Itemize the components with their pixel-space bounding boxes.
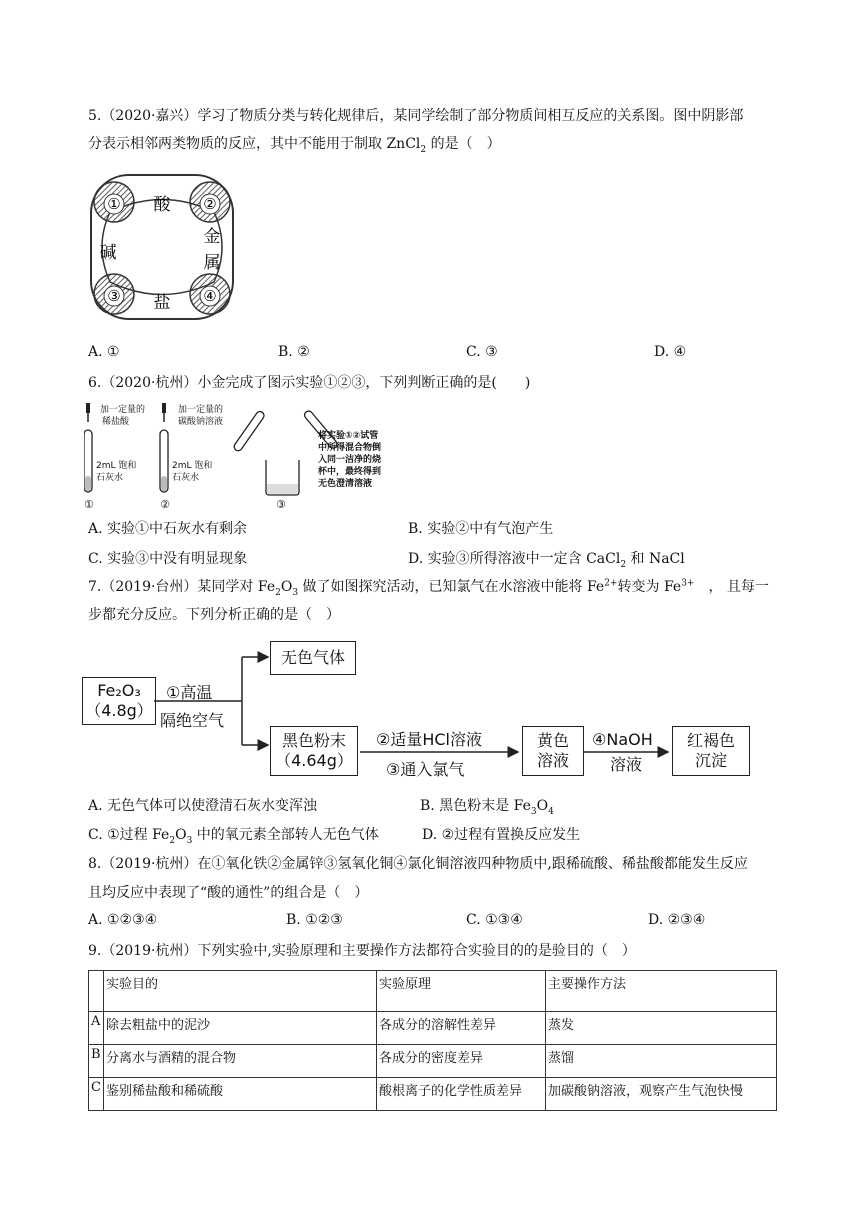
table-header-cell: 主要操作方法 bbox=[545, 971, 776, 1012]
flow-step1-b: 隔绝空气 bbox=[160, 711, 225, 730]
q7-option-d: D. ②过程有置换反应发生 bbox=[422, 827, 581, 843]
q5-stem-line1: 5.（2020·嘉兴）学习了物质分类与转化规律后，某同学绘制了部分物质间相互反应的关系图。图中阴影部 bbox=[88, 108, 744, 124]
flow-red-box: 红褐色 沉淀 bbox=[672, 726, 750, 776]
tube2-add-text: 加一定量的 bbox=[178, 405, 224, 415]
flow-step3: ③通入氯气 bbox=[386, 760, 465, 779]
note-line-1: 将实验①②试管 bbox=[318, 431, 379, 441]
table-cell: 蒸发 bbox=[545, 1012, 776, 1045]
flow-gas-box: 无色气体 bbox=[270, 641, 356, 675]
table-row bbox=[89, 1012, 777, 1045]
note-line-4: 杯中，最终得到 bbox=[318, 467, 382, 477]
table-cell: C bbox=[89, 1078, 104, 1111]
table-header-cell: 实验目的 bbox=[103, 971, 376, 1012]
q5-option-d: D. ④ bbox=[654, 344, 687, 360]
flow-start-box: Fe₂O₃ （4.8g） bbox=[82, 677, 156, 725]
tube2-number: ② bbox=[160, 498, 170, 511]
table-cell: B bbox=[89, 1045, 104, 1078]
diagram-num-3: ③ bbox=[107, 287, 121, 305]
tube2-solution-text-2: 石灰水 bbox=[172, 473, 200, 483]
q7-option-a: A. 无色气体可以使澄清石灰水变浑浊 bbox=[88, 798, 318, 814]
table-header-cell bbox=[89, 971, 104, 1012]
beaker-number: ③ bbox=[276, 498, 286, 511]
table-header-row bbox=[89, 971, 777, 1012]
q6-option-a: A. 实验①中石灰水有剩余 bbox=[88, 521, 248, 537]
q6-option-d: D. 实验③所得溶液中一定含 CaCl$_2$ 和 NaCl bbox=[408, 551, 685, 570]
tube1-reagent-text: 稀盐酸 bbox=[102, 417, 130, 427]
dropper-1 bbox=[86, 403, 90, 422]
flow-step2: ②适量HCl溶液 bbox=[376, 730, 482, 749]
tube1-number: ① bbox=[84, 498, 94, 511]
table-header-cell: 实验原理 bbox=[376, 971, 545, 1012]
tube1-solution-text: 2mL 饱和 bbox=[96, 461, 137, 471]
q7-stem-line2: 步都充分反应。下列分析正确的是（ ） bbox=[88, 607, 340, 623]
diagram-num-4: ④ bbox=[203, 287, 217, 305]
tube2-solution-text: 2mL 饱和 bbox=[172, 461, 213, 471]
q9-stem: 9.（2019·杭州）下列实验中,实验原理和主要操作方法都符合实验目的的是验目的（ ） bbox=[88, 943, 636, 959]
q8-option-d: D. ②③④ bbox=[648, 912, 706, 928]
q6-stem: 6.（2020·杭州）小金完成了图示实验①②③，下列判断正确的是( ) bbox=[88, 375, 531, 391]
q9-table bbox=[88, 970, 777, 1111]
diagram-num-2: ② bbox=[203, 195, 217, 213]
flow-step4-b: 溶液 bbox=[610, 755, 643, 774]
diagram-num-1: ① bbox=[107, 195, 121, 213]
dropper-2 bbox=[162, 403, 166, 422]
q6-option-c: C. 实验③中没有明显现象 bbox=[88, 551, 248, 567]
diagram-metal-1: 金 bbox=[203, 227, 221, 247]
q6-option-b: B. 实验②中有气泡产生 bbox=[408, 521, 554, 537]
q5-option-c: C. ③ bbox=[466, 344, 498, 360]
table-cell: 加碳酸钠溶液，观察产生气泡快慢 bbox=[545, 1078, 776, 1111]
tube2-reagent-text: 碳酸钠溶液 bbox=[178, 417, 224, 427]
flow-step4-a: ④NaOH bbox=[592, 730, 653, 749]
diagram-acid: 酸 bbox=[153, 195, 171, 215]
q8-option-b: B. ①②③ bbox=[286, 912, 343, 928]
table-cell: 分离水与酒精的混合物 bbox=[103, 1045, 376, 1078]
diagram-metal-2: 属 bbox=[203, 253, 221, 273]
tube1-solution-text-2: 石灰水 bbox=[96, 473, 124, 483]
q8-option-a: A. ①②③④ bbox=[88, 912, 158, 928]
tube1-add-text: 加一定量的 bbox=[100, 405, 146, 415]
table-cell: 各成分的密度差异 bbox=[376, 1045, 545, 1078]
table-cell: 各成分的溶解性差异 bbox=[376, 1012, 545, 1045]
q7-stem-line1: 7.（2019·台州）某同学对 $Fe_2O_3$ 做了如图探究活动，已知氯气在水溶液中能将 $Fe^{2+}$转变为 $Fe^{3+}$ ， 且每一 bbox=[88, 578, 769, 598]
q8-stem-line1: 8.（2019·杭州）在①氧化铁②金属锌③氢氧化铜④氯化铜溶液四种物质中,跟稀硫酸、稀盐酸都能发生反应 bbox=[88, 856, 748, 872]
q8-stem-line2: 且均反应中表现了“酸的通性”的组合是（ ） bbox=[88, 885, 369, 901]
flow-yellow-box: 黄色 溶液 bbox=[522, 726, 584, 776]
table-row bbox=[89, 1078, 777, 1111]
note-line-2: 中所得混合物倒 bbox=[318, 443, 382, 453]
q7-option-b: B. 黑色粉末是 $Fe_3O_4$ bbox=[420, 798, 554, 817]
flow-powder-box: 黑色粉末 （4.64g） bbox=[270, 726, 358, 776]
q7-option-c: C. ①过程 $Fe_2O_3$ 中的氧元素全部转人无色气体 bbox=[88, 827, 379, 846]
table-cell: 鉴别稀盐酸和稀硫酸 bbox=[103, 1078, 376, 1111]
table-cell: 酸根离子的化学性质差异 bbox=[376, 1078, 545, 1111]
q5-option-a: A. ① bbox=[88, 344, 120, 360]
table-cell: A bbox=[89, 1012, 104, 1045]
flow-step1-a: ①高温 bbox=[166, 683, 213, 702]
pouring-tube-left bbox=[233, 410, 266, 452]
q5-option-b: B. ② bbox=[278, 344, 310, 360]
q8-option-c: C. ①③④ bbox=[466, 912, 523, 928]
table-row bbox=[89, 1045, 777, 1078]
q5-stem-line2: 分表示相邻两类物质的反应，其中不能用于制取 ZnCl$_2$ 的是（ ） bbox=[88, 136, 501, 155]
table-cell: 除去粗盐中的泥沙 bbox=[103, 1012, 376, 1045]
note-line-5: 无色澄清溶液 bbox=[318, 479, 373, 489]
note-line-3: 入同一洁净的烧 bbox=[318, 455, 382, 465]
table-cell: 蒸馏 bbox=[545, 1045, 776, 1078]
diagram-base: 碱 bbox=[99, 243, 117, 263]
q5-relation-diagram bbox=[88, 172, 236, 322]
q6-experiment-figure bbox=[84, 400, 404, 512]
diagram-salt: 盐 bbox=[153, 293, 171, 313]
